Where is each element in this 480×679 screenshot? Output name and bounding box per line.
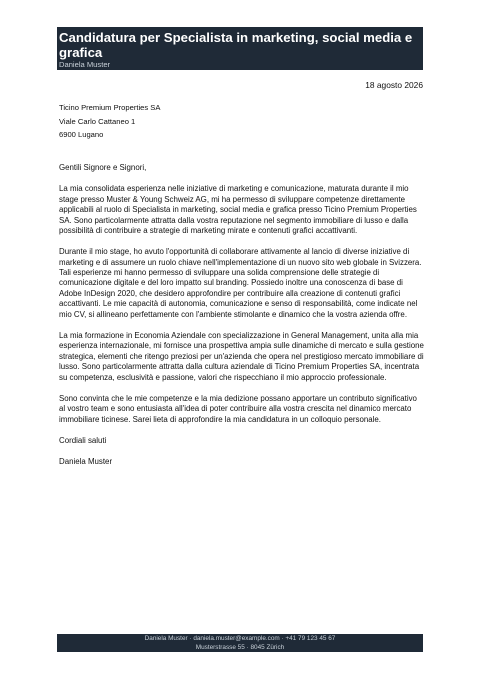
footer-band — [57, 634, 423, 652]
body-paragraph-3: La mia formazione in Economia Aziendale con specializzazione in General Management, unita alla mia esperienza internazionale, mi fornisce una prospettiva ampia sulle dinamiche di mercato e sulla gestione strategica, elementi che ritengo preziosi per un'azienda che opera nel prestigioso mercato immobiliare di lusso. Sono particolarmente attratta dalla cultura aziendale di Ticino Premium Properties SA, incentrata su competenza, esclusività e passione, valori che rispecchiano il mio approccio professionale. — [59, 330, 424, 382]
body-paragraph-4: Sono convinta che le mie competenze e la mia dedizione possano apportare un contributo significativo al vostro team e sono entusiasta all'idea di poter contribuire alla vostra crescita nel dinamico mercato immobiliare ticinese. Sarei lieta di approfondire la mia candidatura in un colloquio personale. — [59, 393, 417, 424]
closing: Cordiali saluti — [59, 435, 107, 445]
recipient-city: 6900 Lugano — [59, 130, 104, 139]
recipient-street: Viale Carlo Cattaneo 1 — [59, 116, 136, 126]
header-band — [57, 27, 423, 70]
salutation: Gentili Signore e Signori, — [59, 163, 147, 172]
footer-address: Musterstrasse 55 · 8045 Zürich — [195, 643, 285, 651]
letter-title: Candidatura per Specialista in marketing, social media e grafica — [59, 30, 413, 60]
sender-name: Daniela Muster — [59, 60, 111, 69]
letter-date: 18 agosto 2026 — [365, 80, 423, 90]
letter-body — [59, 163, 425, 478]
body-paragraph-1: La mia consolidata esperienza nelle iniziative di marketing e comunicazione, maturata durante il mio stage presso Muster & Young Schweiz AG, mi ha permesso di sviluppare competenze direttamente applicabili al ruolo di Specialista in marketing, social media e grafica presso Ticino Premium Properties SA. Sono particolarmente attratta dalla vostra reputazione nel segmento immobiliare di lusso e dalla possibilità di contribuire a strategie di marketing mirate e contenuti grafici accattivanti. — [59, 184, 417, 236]
recipient-company: Ticino Premium Properties SA — [59, 103, 161, 112]
footer-contact: Daniela Muster · daniela.muster@example.com · +41 79 123 45 67 — [144, 635, 336, 642]
recipient-address — [59, 101, 160, 142]
body-paragraph-2: Durante il mio stage, ho avuto l'opportunità di collaborare attivamente al lancio di diverse iniziative di marketing e di assumere un ruolo chiave nell'implementazione di un nuovo sito web globale in Svizzera. Tali esperienze mi hanno permesso di sviluppare una solida comprensione delle strategie di comunicazione digitale e del loro impatto sul branding. Possiedo inoltre una conoscenza di base di Adobe InDesign 2020, che desidero approfondire per contribuire alla creazione di contenuti grafici accattivanti. Le mie capacità di autonomia, comunicazione e senso di responsabilità, come indicate nel mio CV, si allineano perfettamente con l'ambiente stimolante e dinamico che la vostra azienda offre. — [59, 247, 422, 319]
signature: Daniela Muster — [59, 456, 113, 466]
